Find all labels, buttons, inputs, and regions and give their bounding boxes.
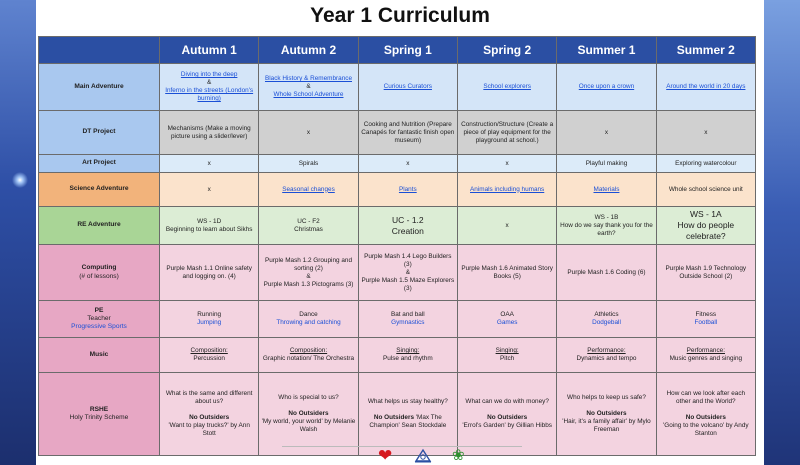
table-cell: What can we do with money? No Outsiders 'Errol's Garden' by Gillian Hibbs <box>457 373 556 456</box>
curriculum-table <box>38 36 756 456</box>
row-label: RE Adventure <box>39 207 160 245</box>
adventure-link[interactable]: Around the world in 20 days <box>666 83 746 90</box>
table-row <box>39 155 756 173</box>
table-row <box>39 338 756 373</box>
table-cell: x <box>457 207 556 245</box>
table-cell: x <box>160 173 259 207</box>
table-cell: Black History & Remembrance & Whole School Adventure <box>259 64 358 111</box>
row-label: Computing (# of lessons) <box>39 245 160 301</box>
adventure-link[interactable]: Inferno in the streets (London's burning) <box>165 87 254 102</box>
table-cell: Bat and ball Gymnastics <box>358 301 457 338</box>
table-cell: x <box>259 111 358 155</box>
row-label: PE Teacher Progressive Sports <box>39 301 160 338</box>
plant-icon: ❀ <box>452 447 465 464</box>
table-cell: Running Jumping <box>160 301 259 338</box>
left-background <box>0 0 36 465</box>
table-cell: Purple Mash 1.1 Online safety and logging on. (4) <box>160 245 259 301</box>
table-cell: x <box>457 155 556 173</box>
table-cell: WS - 1D Beginning to learn about Sikhs <box>160 207 259 245</box>
table-cell: OAA Games <box>457 301 556 338</box>
table-cell: What helps us stay healthy? No Outsiders 'Max The Champion' Sean Stockdale <box>358 373 457 456</box>
table-cell: Performance: Music genres and singing <box>656 338 755 373</box>
term-header: Summer 1 <box>557 37 656 64</box>
table-cell: Spirals <box>259 155 358 173</box>
table-row <box>39 207 756 245</box>
table-cell: Purple Mash 1.4 Lego Builders (3) & Purple Mash 1.5 Maze Explorers (3) <box>358 245 457 301</box>
row-label: DT Project <box>39 111 160 155</box>
table-cell <box>557 64 656 111</box>
table-cell: Composition: Graphic notation/ The Orchestra <box>259 338 358 373</box>
table-cell <box>358 64 457 111</box>
row-label: RSHE Holy Trinity Scheme <box>39 373 160 456</box>
row-label: Main Adventure <box>39 64 160 111</box>
table-cell: Purple Mash 1.2 Grouping and sorting (2) & Purple Mash 1.3 Pictograms (3) <box>259 245 358 301</box>
table-cell: Mechanisms (Make a moving picture using a slider/lever) <box>160 111 259 155</box>
table-row <box>39 173 756 207</box>
row-label: Music <box>39 338 160 373</box>
term-header: Autumn 2 <box>259 37 358 64</box>
table-cell: UC - F2 Christmas <box>259 207 358 245</box>
term-header-row <box>39 37 756 64</box>
term-header: Autumn 1 <box>160 37 259 64</box>
table-cell: Playful making <box>557 155 656 173</box>
table-cell: Construction/Structure (Create a piece of play equipment for the playground at school.) <box>457 111 556 155</box>
table-cell: x <box>656 111 755 155</box>
table-cell: Who helps to keep us safe? No Outsiders 'Hair, it's a family affair' by Mylo Freeman <box>557 373 656 456</box>
table-row <box>39 64 756 111</box>
table-row <box>39 301 756 338</box>
corner-cell <box>39 37 160 64</box>
table-cell: Purple Mash 1.6 Coding (6) <box>557 245 656 301</box>
table-cell <box>259 173 358 207</box>
table-cell: Who is special to us? No Outsiders 'My world, your world' by Melanie Walsh <box>259 373 358 456</box>
table-cell: x <box>160 155 259 173</box>
school-crest-icon <box>414 448 432 463</box>
row-label: Art Project <box>39 155 160 173</box>
table-cell: Diving into the deep & Inferno in the streets (London's burning) <box>160 64 259 111</box>
science-link[interactable]: Materials <box>593 185 620 193</box>
table-cell: Fitness Football <box>656 301 755 338</box>
adventure-link[interactable]: Curious Curators <box>383 83 432 90</box>
table-cell: Purple Mash 1.6 Animated Story Books (5) <box>457 245 556 301</box>
science-link[interactable]: Plants <box>398 185 417 193</box>
table-cell: WS - 1B How do we say thank you for the earth? <box>557 207 656 245</box>
adventure-link[interactable]: Black History & Remembrance <box>264 75 352 82</box>
table-cell: Dance Throwing and catching <box>259 301 358 338</box>
table-cell <box>457 173 556 207</box>
table-cell: Purple Mash 1.9 Technology Outside School (2) <box>656 245 755 301</box>
heart-icon: ❤ <box>378 446 393 465</box>
term-header: Spring 1 <box>358 37 457 64</box>
table-cell: What is the same and different about us? No Outsiders 'Want to play trucks?' by Ann Stott <box>160 373 259 456</box>
footer-logos <box>378 446 478 465</box>
table-cell: Singing: Pitch <box>457 338 556 373</box>
table-row <box>39 111 756 155</box>
table-cell <box>656 64 755 111</box>
table-cell: Singing: Pulse and rhythm <box>358 338 457 373</box>
table-cell <box>358 173 457 207</box>
term-header: Spring 2 <box>457 37 556 64</box>
adventure-link[interactable]: School explorers <box>483 83 531 90</box>
term-header: Summer 2 <box>656 37 755 64</box>
science-link[interactable]: Animals including humans <box>470 185 545 193</box>
table-cell: Performance: Dynamics and tempo <box>557 338 656 373</box>
table-cell: UC - 1.2 Creation <box>358 207 457 245</box>
table-cell: Athletics Dodgeball <box>557 301 656 338</box>
row-label: Science Adventure <box>39 173 160 207</box>
science-link[interactable]: Seasonal changes <box>282 185 335 193</box>
adventure-link[interactable]: Once upon a crown <box>578 83 635 90</box>
table-cell: Cooking and Nutrition (Prepare Canapés for fantastic finish open museum) <box>358 111 457 155</box>
table-cell <box>457 64 556 111</box>
adventure-link[interactable]: Diving into the deep <box>180 71 238 78</box>
table-cell: x <box>358 155 457 173</box>
right-background <box>764 0 800 465</box>
table-cell: x <box>557 111 656 155</box>
table-cell: Whole school science unit <box>656 173 755 207</box>
table-cell: How can we look after each other and the World? No Outsiders 'Going to the volcano' by Andy Stanton <box>656 373 755 456</box>
table-cell: Composition: Percussion <box>160 338 259 373</box>
adventure-link[interactable]: Whole School Adventure <box>273 91 344 98</box>
page-title: Year 1 Curriculum <box>310 4 490 27</box>
table-cell: Exploring watercolour <box>656 155 755 173</box>
table-cell: WS - 1A How do people celebrate? <box>656 207 755 245</box>
table-row <box>39 245 756 301</box>
table-row <box>39 373 756 456</box>
table-cell <box>557 173 656 207</box>
